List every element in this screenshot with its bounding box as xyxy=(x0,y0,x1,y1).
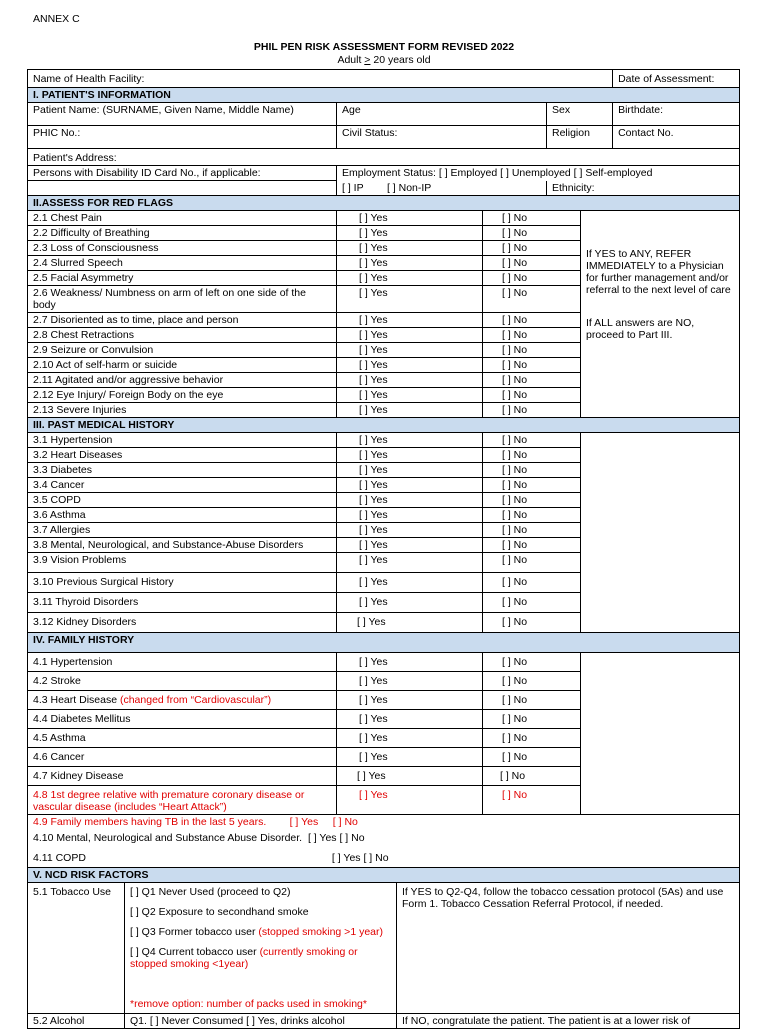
no-checkbox[interactable]: [ ] No xyxy=(483,342,581,357)
yes-checkbox[interactable]: [ ] Yes xyxy=(337,372,483,387)
history-item: 3.2 Heart Diseases xyxy=(28,447,337,462)
history-item: 3.12 Kidney Disorders xyxy=(28,612,337,632)
section-red-flags: II.ASSESS FOR RED FLAGS xyxy=(28,195,740,210)
annex-label: ANNEX C xyxy=(33,13,80,25)
yes-checkbox[interactable]: [ ] Yes xyxy=(337,477,483,492)
yes-checkbox[interactable]: [ ] Yes xyxy=(337,342,483,357)
yes-no-checkbox[interactable]: [ ] Yes [ ] No xyxy=(307,831,365,844)
history-item: 3.6 Asthma xyxy=(28,507,337,522)
tobacco-q2-checkbox[interactable]: [ ] Q2 Exposure to secondhand smoke xyxy=(130,906,309,918)
tobacco-questions xyxy=(125,883,397,1014)
no-checkbox[interactable]: [ ] No xyxy=(483,255,581,270)
yes-checkbox[interactable]: [ ] Yes xyxy=(337,357,483,372)
no-checkbox[interactable]: [ ] No xyxy=(483,447,581,462)
yes-checkbox[interactable]: [ ] Yes xyxy=(337,255,483,270)
yes-checkbox[interactable]: [ ] Yes xyxy=(337,652,483,671)
no-checkbox[interactable]: [ ] No xyxy=(483,387,581,402)
yes-checkbox[interactable]: [ ] Yes xyxy=(337,312,483,327)
date-of-assessment-field[interactable]: Date of Assessment: xyxy=(613,70,740,88)
change-note: (changed from “Cardiovascular”) xyxy=(119,693,272,706)
no-checkbox[interactable]: [ ] No xyxy=(483,690,581,709)
yes-checkbox[interactable]: [ ] Yes xyxy=(337,592,483,612)
family-history-item-copd: 4.11 COPD [ ] Yes [ ] No xyxy=(28,849,740,868)
family-history-item: 4.3 Heart Disease (changed from “Cardiovascular”) xyxy=(28,690,337,709)
no-checkbox[interactable]: [ ] No xyxy=(483,492,581,507)
ip-status-field[interactable]: [ ] IP [ ] Non-IP xyxy=(337,181,547,196)
yes-checkbox[interactable]: [ ] Yes xyxy=(337,572,483,592)
no-checkbox[interactable]: [ ] No xyxy=(483,402,581,417)
red-flag-item: 2.11 Agitated and/or aggressive behavior xyxy=(28,372,337,387)
yes-checkbox[interactable]: [ ] Yes xyxy=(337,552,483,572)
red-flag-item: 2.1 Chest Pain xyxy=(28,210,337,225)
section-patient-info: I. PATIENT'S INFORMATION xyxy=(28,88,740,103)
no-checkbox[interactable]: [ ] No xyxy=(483,477,581,492)
no-checkbox[interactable]: [ ] No xyxy=(483,522,581,537)
form-subtitle: Adult > 20 years old xyxy=(337,54,431,66)
no-checkbox[interactable]: [ ] No xyxy=(483,432,581,447)
no-checkbox[interactable]: [ ] No xyxy=(483,709,581,728)
no-checkbox[interactable]: [ ] No xyxy=(483,785,581,814)
yes-checkbox[interactable]: [ ] Yes xyxy=(337,225,483,240)
red-flag-item: 2.5 Facial Asymmetry xyxy=(28,270,337,285)
yes-checkbox[interactable]: [ ] Yes xyxy=(337,522,483,537)
red-flag-refer-note: If YES to ANY, REFER IMMEDIATELY to a Physician for further management and/or referral to the next level of care xyxy=(586,247,731,296)
yes-checkbox[interactable]: [ ] Yes xyxy=(337,462,483,477)
address-field[interactable]: Patient's Address: xyxy=(28,149,740,166)
yes-checkbox[interactable]: [ ] Yes xyxy=(337,447,483,462)
no-checkbox[interactable]: [ ] No xyxy=(483,507,581,522)
no-checkbox[interactable]: [ ] No xyxy=(483,225,581,240)
no-checkbox[interactable]: [ ] No xyxy=(483,766,581,785)
no-checkbox[interactable]: [ ] No xyxy=(483,572,581,592)
no-checkbox[interactable]: [ ] No xyxy=(483,240,581,255)
yes-checkbox[interactable]: [ ] Yes xyxy=(337,612,483,632)
age-field[interactable]: Age xyxy=(337,103,547,126)
no-checkbox[interactable]: [ ] No xyxy=(483,270,581,285)
ethnicity-field[interactable]: Ethnicity: xyxy=(547,181,740,196)
yes-checkbox[interactable]: [ ] Yes xyxy=(337,432,483,447)
tobacco-q4-checkbox[interactable]: [ ] Q4 Current tobacco user (currently smoking or stopped smoking <1year) xyxy=(130,946,358,970)
no-checkbox[interactable]: [ ] No xyxy=(483,372,581,387)
tobacco-q1-checkbox[interactable]: [ ] Q1 Never Used (proceed to Q2) xyxy=(130,886,291,898)
birthdate-field[interactable]: Birthdate: xyxy=(613,103,740,126)
no-checkbox[interactable]: [ ] No xyxy=(483,728,581,747)
history-item: 3.5 COPD xyxy=(28,492,337,507)
history-item: 3.7 Allergies xyxy=(28,522,337,537)
no-checkbox[interactable]: [ ] No xyxy=(332,815,358,828)
yes-checkbox[interactable]: [ ] Yes xyxy=(337,285,483,312)
red-flag-proceed-note: If ALL answers are NO, proceed to Part III. xyxy=(586,316,695,341)
religion-field[interactable]: Religion xyxy=(547,126,613,149)
history-item: 3.3 Diabetes xyxy=(28,462,337,477)
yes-checkbox[interactable]: [ ] Yes xyxy=(337,387,483,402)
history-item: 3.8 Mental, Neurological, and Substance-Abuse Disorders xyxy=(28,537,337,552)
no-checkbox[interactable]: [ ] No xyxy=(483,747,581,766)
family-history-item: 4.2 Stroke xyxy=(28,671,337,690)
assessment-form-table xyxy=(27,69,740,1029)
sex-field[interactable]: Sex xyxy=(547,103,613,126)
alcohol-label: 5.2 Alcohol xyxy=(28,1014,125,1029)
pwd-id-field[interactable]: Persons with Disability ID Card No., if applicable: xyxy=(28,166,337,181)
no-checkbox[interactable]: [ ] No xyxy=(483,612,581,632)
tobacco-protocol-note: If YES to Q2-Q4, follow the tobacco cessation protocol (5As) and use Form 1. Tobacco Cessation Referral Protocol, if needed. xyxy=(397,883,740,1014)
yes-checkbox[interactable]: [ ] Yes xyxy=(337,747,483,766)
red-flag-item: 2.10 Act of self-harm or suicide xyxy=(28,357,337,372)
yes-checkbox[interactable]: [ ] Yes xyxy=(337,210,483,225)
no-checkbox[interactable]: [ ] No xyxy=(483,285,581,312)
red-flag-item: 2.3 Loss of Consciousness xyxy=(28,240,337,255)
family-history-item-tb: 4.9 Family members having TB in the last 5 years. [ ] Yes [ ] No xyxy=(28,814,740,829)
no-checkbox[interactable]: [ ] No xyxy=(483,210,581,225)
history-item: 3.9 Vision Problems xyxy=(28,552,337,572)
family-history-item: 4.7 Kidney Disease xyxy=(28,766,337,785)
history-item: 3.1 Hypertension xyxy=(28,432,337,447)
family-history-item: 4.5 Asthma xyxy=(28,728,337,747)
red-flag-item: 2.7 Disoriented as to time, place and person xyxy=(28,312,337,327)
yes-checkbox[interactable]: [ ] Yes xyxy=(337,402,483,417)
yes-checkbox[interactable]: [ ] Yes xyxy=(337,728,483,747)
alcohol-q1-checkbox[interactable]: Q1. [ ] Never Consumed [ ] Yes, drinks alcohol xyxy=(125,1014,397,1029)
red-flag-item: 2.9 Seizure or Convulsion xyxy=(28,342,337,357)
no-checkbox[interactable]: [ ] No xyxy=(483,537,581,552)
red-flag-item: 2.12 Eye Injury/ Foreign Body on the eye xyxy=(28,387,337,402)
yes-no-checkbox[interactable]: [ ] Yes [ ] No xyxy=(331,851,389,864)
phic-field[interactable]: PHIC No.: xyxy=(28,126,337,149)
yes-checkbox[interactable]: [ ] Yes xyxy=(289,815,319,828)
no-checkbox[interactable]: [ ] No xyxy=(483,462,581,477)
contact-field[interactable]: Contact No. xyxy=(613,126,740,149)
no-checkbox[interactable]: [ ] No xyxy=(483,592,581,612)
tobacco-label: 5.1 Tobacco Use xyxy=(28,883,125,1014)
history-notes-blank xyxy=(581,432,740,632)
tobacco-q3-checkbox[interactable]: [ ] Q3 Former tobacco user (stopped smoking >1 year) xyxy=(130,926,383,938)
section-ncd-risk-factors: V. NCD RISK FACTORS xyxy=(28,868,740,883)
yes-checkbox[interactable]: [ ] Yes xyxy=(337,766,483,785)
facility-field[interactable]: Name of Health Facility: xyxy=(28,70,613,88)
history-item: 3.11 Thyroid Disorders xyxy=(28,592,337,612)
no-checkbox[interactable]: [ ] No xyxy=(483,312,581,327)
patient-name-field[interactable]: Patient Name: (SURNAME, Given Name, Middle Name) xyxy=(28,103,337,126)
yes-checkbox[interactable]: [ ] Yes xyxy=(337,270,483,285)
red-flag-item: 2.13 Severe Injuries xyxy=(28,402,337,417)
yes-checkbox[interactable]: [ ] Yes xyxy=(337,709,483,728)
no-checkbox[interactable]: [ ] No xyxy=(483,671,581,690)
history-item: 3.4 Cancer xyxy=(28,477,337,492)
yes-checkbox[interactable]: [ ] Yes xyxy=(337,785,483,814)
no-checkbox[interactable]: [ ] No xyxy=(483,552,581,572)
remove-option-note: *remove option: number of packs used in smoking* xyxy=(130,998,367,1010)
yes-checkbox[interactable]: [ ] Yes xyxy=(337,671,483,690)
no-checkbox[interactable]: [ ] No xyxy=(483,652,581,671)
yes-checkbox[interactable]: [ ] Yes xyxy=(337,507,483,522)
red-flag-item: 2.8 Chest Retractions xyxy=(28,327,337,342)
section-family-history: IV. FAMILY HISTORY xyxy=(28,632,740,652)
civil-status-field[interactable]: Civil Status: xyxy=(337,126,547,149)
no-checkbox[interactable]: [ ] No xyxy=(483,327,581,342)
yes-checkbox[interactable]: [ ] Yes xyxy=(337,327,483,342)
family-history-item: 4.1 Hypertension xyxy=(28,652,337,671)
no-checkbox[interactable]: [ ] No xyxy=(483,357,581,372)
red-flag-item: 2.6 Weakness/ Numbness on arm of left on one side of the body xyxy=(28,285,337,312)
section-past-medical-history: III. PAST MEDICAL HISTORY xyxy=(28,417,740,432)
form-title: PHIL PEN RISK ASSESSMENT FORM REVISED 2022 xyxy=(253,41,515,53)
employment-status-field[interactable]: Employment Status: [ ] Employed [ ] Unemployed [ ] Self-employed xyxy=(337,166,740,181)
yes-checkbox[interactable]: [ ] Yes xyxy=(337,537,483,552)
family-history-item: 4.8 1st degree relative with premature coronary disease or vascular disease (includes “Heart Attack”) xyxy=(28,785,337,814)
red-flag-item: 2.2 Difficulty of Breathing xyxy=(28,225,337,240)
red-flag-instructions xyxy=(581,210,740,417)
pwd-id-blank xyxy=(28,181,337,196)
alcohol-note: If NO, congratulate the patient. The patient is at a lower risk of xyxy=(397,1014,740,1029)
history-item: 3.10 Previous Surgical History xyxy=(28,572,337,592)
family-history-item: 4.6 Cancer xyxy=(28,747,337,766)
family-history-item-mental: 4.10 Mental, Neurological and Substance Abuse Disorder. [ ] Yes [ ] No xyxy=(28,829,740,849)
family-history-item: 4.4 Diabetes Mellitus xyxy=(28,709,337,728)
yes-checkbox[interactable]: [ ] Yes xyxy=(337,240,483,255)
yes-checkbox[interactable]: [ ] Yes xyxy=(337,690,483,709)
red-flag-item: 2.4 Slurred Speech xyxy=(28,255,337,270)
family-notes-blank xyxy=(581,652,740,814)
yes-checkbox[interactable]: [ ] Yes xyxy=(337,492,483,507)
